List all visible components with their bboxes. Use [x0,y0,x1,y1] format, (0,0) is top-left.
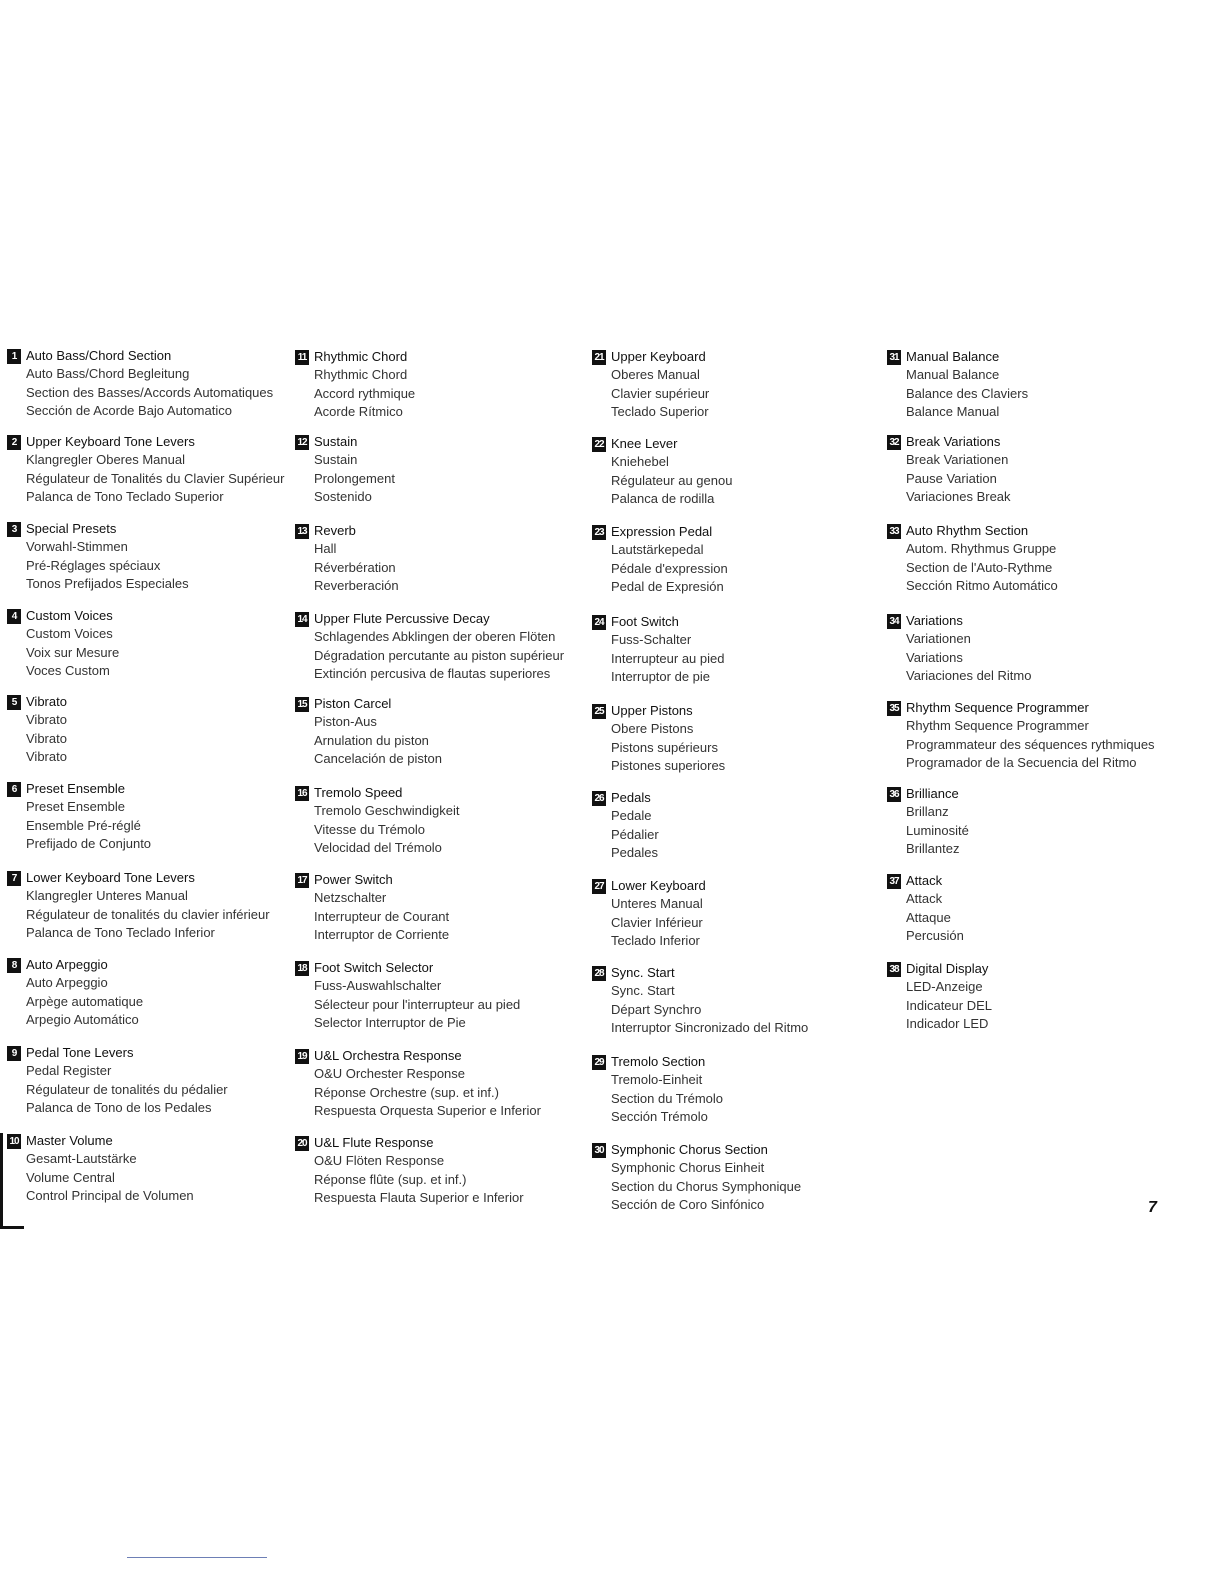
entry-title-en: Break Variations [906,434,1001,449]
entry-label-de: Kniehebel [611,454,669,470]
entry-label-de: Schlagendes Abklingen der oberen Flöten [314,629,556,645]
entry-title-en: Attack [906,873,943,888]
entry-title-en: Manual Balance [906,349,1000,364]
legend-entry [889,433,1191,506]
entry-label-fr: Régulateur de tonalités du pédalier [26,1081,228,1097]
legend-entry [594,523,896,596]
entry-label-fr: Section de l'Auto-Rythme [906,559,1053,575]
entry-title-en: Rhythm Sequence Programmer [906,700,1089,715]
entry-label-de: O&U Flöten Response [314,1153,445,1169]
entry-label-fr: Pause Variation [906,470,997,486]
legend-entry [594,702,896,775]
entry-label-es: Prefijado de Conjunto [26,835,152,851]
entry-number-badge: 1 [7,349,21,364]
legend-entry [11,693,311,766]
entry-label-de: Tremolo-Einheit [611,1072,703,1088]
entry-title-en: Upper Flute Percussive Decay [314,611,490,626]
entry-number-badge: 3 [7,522,21,537]
entry-label-de: Pedal Register [26,1063,112,1079]
entry-label-de: Brillanz [906,804,949,820]
entry-label-es: Programador de la Secuencia del Ritmo [906,754,1137,770]
entry-title-en: Rhythmic Chord [314,349,408,364]
entry-label-es: Percusión [906,927,964,943]
entry-number-badge: 26 [592,791,606,806]
entry-title-en: Pedal Tone Levers [26,1045,134,1060]
entry-number-badge: 8 [7,958,21,973]
entry-label-es: Tonos Prefijados Especiales [26,575,189,591]
legend-entry [11,780,311,853]
legend-entry [297,1134,599,1207]
entry-number-badge: 34 [887,614,901,629]
entry-label-fr: Régulateur de Tonalités du Clavier Supérieur [26,470,285,486]
entry-label-fr: Interrupteur au pied [611,650,725,666]
entry-label-es: Pistones superiores [611,757,726,773]
legend-entry [889,522,1191,595]
entry-number-badge: 21 [592,350,606,365]
entry-label-fr: Ensemble Pré-réglé [26,817,141,833]
entry-label-es: Acorde Rítmico [314,403,403,419]
entry-title-en: U&L Flute Response [314,1135,434,1150]
entry-label-de: Variationen [906,631,971,647]
entry-number-badge: 17 [295,873,309,888]
entry-label-de: Fuss-Schalter [611,632,692,648]
entry-number-badge: 10 [7,1134,21,1149]
entry-label-de: Auto Arpeggio [26,975,108,991]
entry-number-badge: 23 [592,525,606,540]
entry-label-es: Control Principal de Volumen [26,1187,194,1203]
entry-label-de: Vorwahl-Stimmen [26,539,128,555]
entry-title-en: Expression Pedal [611,524,713,539]
entry-title-en: Reverb [314,523,356,538]
entry-number-badge: 19 [295,1049,309,1064]
legend-entry [594,613,896,686]
legend-entry [297,610,599,683]
entry-label-de: Rhythmic Chord [314,367,408,383]
legend-entry [297,959,599,1032]
entry-label-de: Custom Voices [26,626,113,642]
entry-label-es: Brillantez [906,840,960,856]
entry-label-fr: Dégradation percutante au piston supérieur [314,647,565,663]
entry-label-fr: Pédalier [611,826,659,842]
entry-title-en: Preset Ensemble [26,781,125,796]
entry-label-es: Sostenido [314,488,372,504]
entry-title-en: Symphonic Chorus Section [611,1142,768,1157]
legend-entry [889,612,1191,685]
entry-label-es: Palanca de rodilla [611,490,715,506]
entry-title-en: Piston Carcel [314,696,392,711]
entry-label-fr: Voix sur Mesure [26,644,120,660]
entry-title-en: Foot Switch Selector [314,960,434,975]
entry-label-fr: Section des Basses/Accords Automatiques [26,384,274,400]
entry-label-de: Obere Pistons [611,721,694,737]
entry-label-es: Interruptor Sincronizado del Ritmo [611,1019,809,1035]
entry-label-de: Break Variationen [906,452,1009,468]
entry-label-fr: Pré-Réglages spéciaux [26,557,161,573]
entry-label-fr: Variations [906,649,963,665]
entry-label-fr: Réponse flûte (sup. et inf.) [314,1171,467,1187]
entry-number-badge: 18 [295,961,309,976]
legend-entry [297,348,599,421]
entry-label-de: Klangregler Oberes Manual [26,452,185,468]
entry-number-badge: 11 [295,350,309,365]
entry-label-fr: Clavier supérieur [611,385,710,401]
entry-title-en: Custom Voices [26,608,113,623]
entry-label-de: Gesamt-Lautstärke [26,1151,137,1167]
margin-rule [0,1133,3,1228]
entry-number-badge: 38 [887,962,901,977]
entry-label-fr: Section du Chorus Symphonique [611,1178,802,1194]
entry-label-es: Palanca de Tono Teclado Superior [26,488,224,504]
entry-label-es: Balance Manual [906,403,1000,419]
entry-label-de: LED-Anzeige [906,979,983,995]
legend-entry [9,1132,311,1205]
entry-label-es: Vibrato [26,748,67,764]
entry-number-badge: 32 [887,435,901,450]
entry-label-de: Vibrato [26,712,67,728]
entry-title-en: Upper Keyboard Tone Levers [26,434,195,449]
entry-number-badge: 31 [887,350,901,365]
legend-entry [11,347,311,420]
entry-label-de: Hall [314,541,337,557]
entry-label-fr: Pistons supérieurs [611,739,718,755]
entry-label-es: Pedales [611,844,658,860]
legend-entry [11,607,311,680]
legend-entry [889,785,1191,858]
entry-title-en: Tremolo Speed [314,785,403,800]
legend-entry [297,433,599,506]
entry-number-badge: 20 [295,1136,309,1151]
entry-label-de: Netzschalter [314,890,387,906]
entry-label-es: Pedal de Expresión [611,578,724,594]
entry-label-es: Respuesta Flauta Superior e Inferior [314,1189,524,1205]
legend-entry [11,956,311,1029]
entry-label-de: Attack [906,891,943,907]
entry-label-fr: Balance des Claviers [906,385,1029,401]
legend-entry [594,964,896,1037]
entry-label-de: Auto Bass/Chord Begleitung [26,366,190,382]
entry-label-fr: Prolongement [314,470,395,486]
entry-label-fr: Pédale d'expression [611,560,728,576]
entry-label-es: Variaciones del Ritmo [906,667,1032,683]
entry-label-fr: Réponse Orchestre (sup. et inf.) [314,1084,499,1100]
entry-label-es: Interruptor de pie [611,668,711,684]
entry-label-fr: Vibrato [26,730,67,746]
entry-label-de: Pedale [611,808,652,824]
entry-number-badge: 24 [592,615,606,630]
entry-label-fr: Attaque [906,909,951,925]
entry-title-en: Upper Keyboard [611,349,706,364]
entry-label-fr: Accord rythmique [314,385,416,401]
entry-label-fr: Programmateur des séquences rythmiques [906,736,1155,752]
entry-label-fr: Régulateur de tonalités du clavier inférieur [26,906,270,922]
entry-label-de: Autom. Rhythmus Gruppe [906,541,1057,557]
entry-number-badge: 22 [592,437,606,452]
entry-label-es: Sección Ritmo Automático [906,577,1058,593]
legend-entry [297,871,599,944]
legend-entry [11,869,311,942]
legend-entry [297,695,599,768]
entry-title-en: U&L Orchestra Response [314,1048,462,1063]
entry-number-badge: 14 [295,612,309,627]
entry-number-badge: 36 [887,787,901,802]
legend-entry [889,872,1191,945]
entry-label-es: Voces Custom [26,662,110,678]
entry-title-en: Knee Lever [611,436,678,451]
entry-title-en: Sustain [314,434,358,449]
entry-number-badge: 4 [7,609,21,624]
entry-title-en: Brilliance [906,786,959,801]
entry-number-badge: 27 [592,879,606,894]
legend-entry [889,699,1191,772]
legend-entry [297,522,599,595]
legend-entry [594,789,896,862]
entry-label-de: Manual Balance [906,367,1000,383]
legend-entry [594,1053,896,1126]
footer-rule [127,1557,267,1558]
legend-entry [594,348,896,421]
legend-entry [889,348,1191,421]
entry-title-en: Digital Display [906,961,989,976]
legend-entry [11,520,311,593]
entry-label-es: Cancelación de piston [314,750,442,766]
entry-label-de: Sustain [314,452,358,468]
entry-label-fr: Indicateur DEL [906,997,992,1013]
entry-label-de: Symphonic Chorus Einheit [611,1160,765,1176]
entry-number-badge: 15 [295,697,309,712]
entry-label-fr: Luminosité [906,822,969,838]
entry-number-badge: 30 [592,1143,606,1158]
legend-entry [297,1047,599,1120]
entry-label-de: Fuss-Auswahlschalter [314,978,442,994]
entry-label-de: Piston-Aus [314,714,377,730]
legend-entry [11,433,311,506]
entry-title-en: Auto Rhythm Section [906,523,1029,538]
margin-rule-foot [0,1226,24,1229]
entry-label-es: Reverberación [314,577,399,593]
entry-title-en: Sync. Start [611,965,675,980]
entry-label-fr: Clavier Inférieur [611,914,703,930]
entry-title-en: Pedals [611,790,651,805]
entry-title-en: Master Volume [26,1133,113,1148]
entry-label-fr: Volume Central [26,1169,115,1185]
entry-title-en: Lower Keyboard [611,878,706,893]
entry-title-en: Auto Bass/Chord Section [26,348,172,363]
entry-title-en: Lower Keyboard Tone Levers [26,870,195,885]
entry-number-badge: 28 [592,966,606,981]
entry-label-de: Lautstärkepedal [611,542,704,558]
entry-label-de: Unteres Manual [611,896,703,912]
entry-number-badge: 29 [592,1055,606,1070]
legend-entry [594,1141,896,1214]
entry-title-en: Tremolo Section [611,1054,706,1069]
entry-label-es: Sección de Coro Sinfónico [611,1196,765,1212]
entry-label-fr: Arnulation du piston [314,732,429,748]
entry-label-es: Selector Interruptor de Pie [314,1014,466,1030]
entry-label-de: Rhythm Sequence Programmer [906,718,1089,734]
entry-label-de: O&U Orchester Response [314,1066,466,1082]
entry-label-fr: Interrupteur de Courant [314,908,450,924]
entry-title-en: Upper Pistons [611,703,693,718]
entry-label-fr: Arpège automatique [26,993,144,1009]
entry-label-fr: Sélecteur pour l'interrupteur au pied [314,996,521,1012]
entry-label-de: Klangregler Unteres Manual [26,888,188,904]
entry-number-badge: 5 [7,695,21,710]
entry-label-es: Variaciones Break [906,488,1011,504]
entry-label-es: Arpegio Automático [26,1011,139,1027]
entry-number-badge: 25 [592,704,606,719]
legend-entry [297,784,599,857]
entry-label-es: Indicador LED [906,1015,989,1031]
entry-number-badge: 37 [887,874,901,889]
entry-label-es: Palanca de Tono Teclado Inferior [26,924,215,940]
entry-label-es: Velocidad del Trémolo [314,839,442,855]
entry-title-en: Foot Switch [611,614,679,629]
entry-title-en: Vibrato [26,694,67,709]
entry-label-de: Sync. Start [611,983,675,999]
legend-entry [11,1044,311,1117]
entry-number-badge: 2 [7,435,21,450]
entry-number-badge: 13 [295,524,309,539]
entry-label-es: Sección de Acorde Bajo Automatico [26,402,232,418]
entry-title-en: Special Presets [26,521,117,536]
entry-label-es: Teclado Inferior [611,932,700,948]
entry-number-badge: 12 [295,435,309,450]
entry-label-de: Tremolo Geschwindigkeit [314,803,460,819]
entry-label-fr: Réverbération [314,559,396,575]
entry-label-de: Preset Ensemble [26,799,125,815]
page-number: 7 [1148,1199,1157,1216]
entry-label-es: Sección Trémolo [611,1108,708,1124]
legend-entry [594,877,896,950]
entry-number-badge: 6 [7,782,21,797]
entry-label-de: Oberes Manual [611,367,700,383]
entry-label-es: Respuesta Orquesta Superior e Inferior [314,1102,541,1118]
entry-number-badge: 16 [295,786,309,801]
entry-label-es: Teclado Superior [611,403,709,419]
entry-label-fr: Départ Synchro [611,1001,702,1017]
legend-entry [889,960,1191,1033]
entry-number-badge: 7 [7,871,21,886]
entry-number-badge: 9 [7,1046,21,1061]
entry-title-en: Variations [906,613,963,628]
entry-title-en: Power Switch [314,872,393,887]
entry-label-fr: Section du Trémolo [611,1090,724,1106]
entry-label-es: Extinción percusiva de flautas superiores [314,665,551,681]
entry-label-es: Palanca de Tono de los Pedales [26,1099,212,1115]
entry-number-badge: 33 [887,524,901,539]
entry-label-es: Interruptor de Corriente [314,926,450,942]
entry-title-en: Auto Arpeggio [26,957,108,972]
entry-label-fr: Régulateur au genou [611,472,733,488]
entry-label-fr: Vitesse du Trémolo [314,821,426,837]
legend-entry [594,435,896,508]
entry-number-badge: 35 [887,701,901,716]
